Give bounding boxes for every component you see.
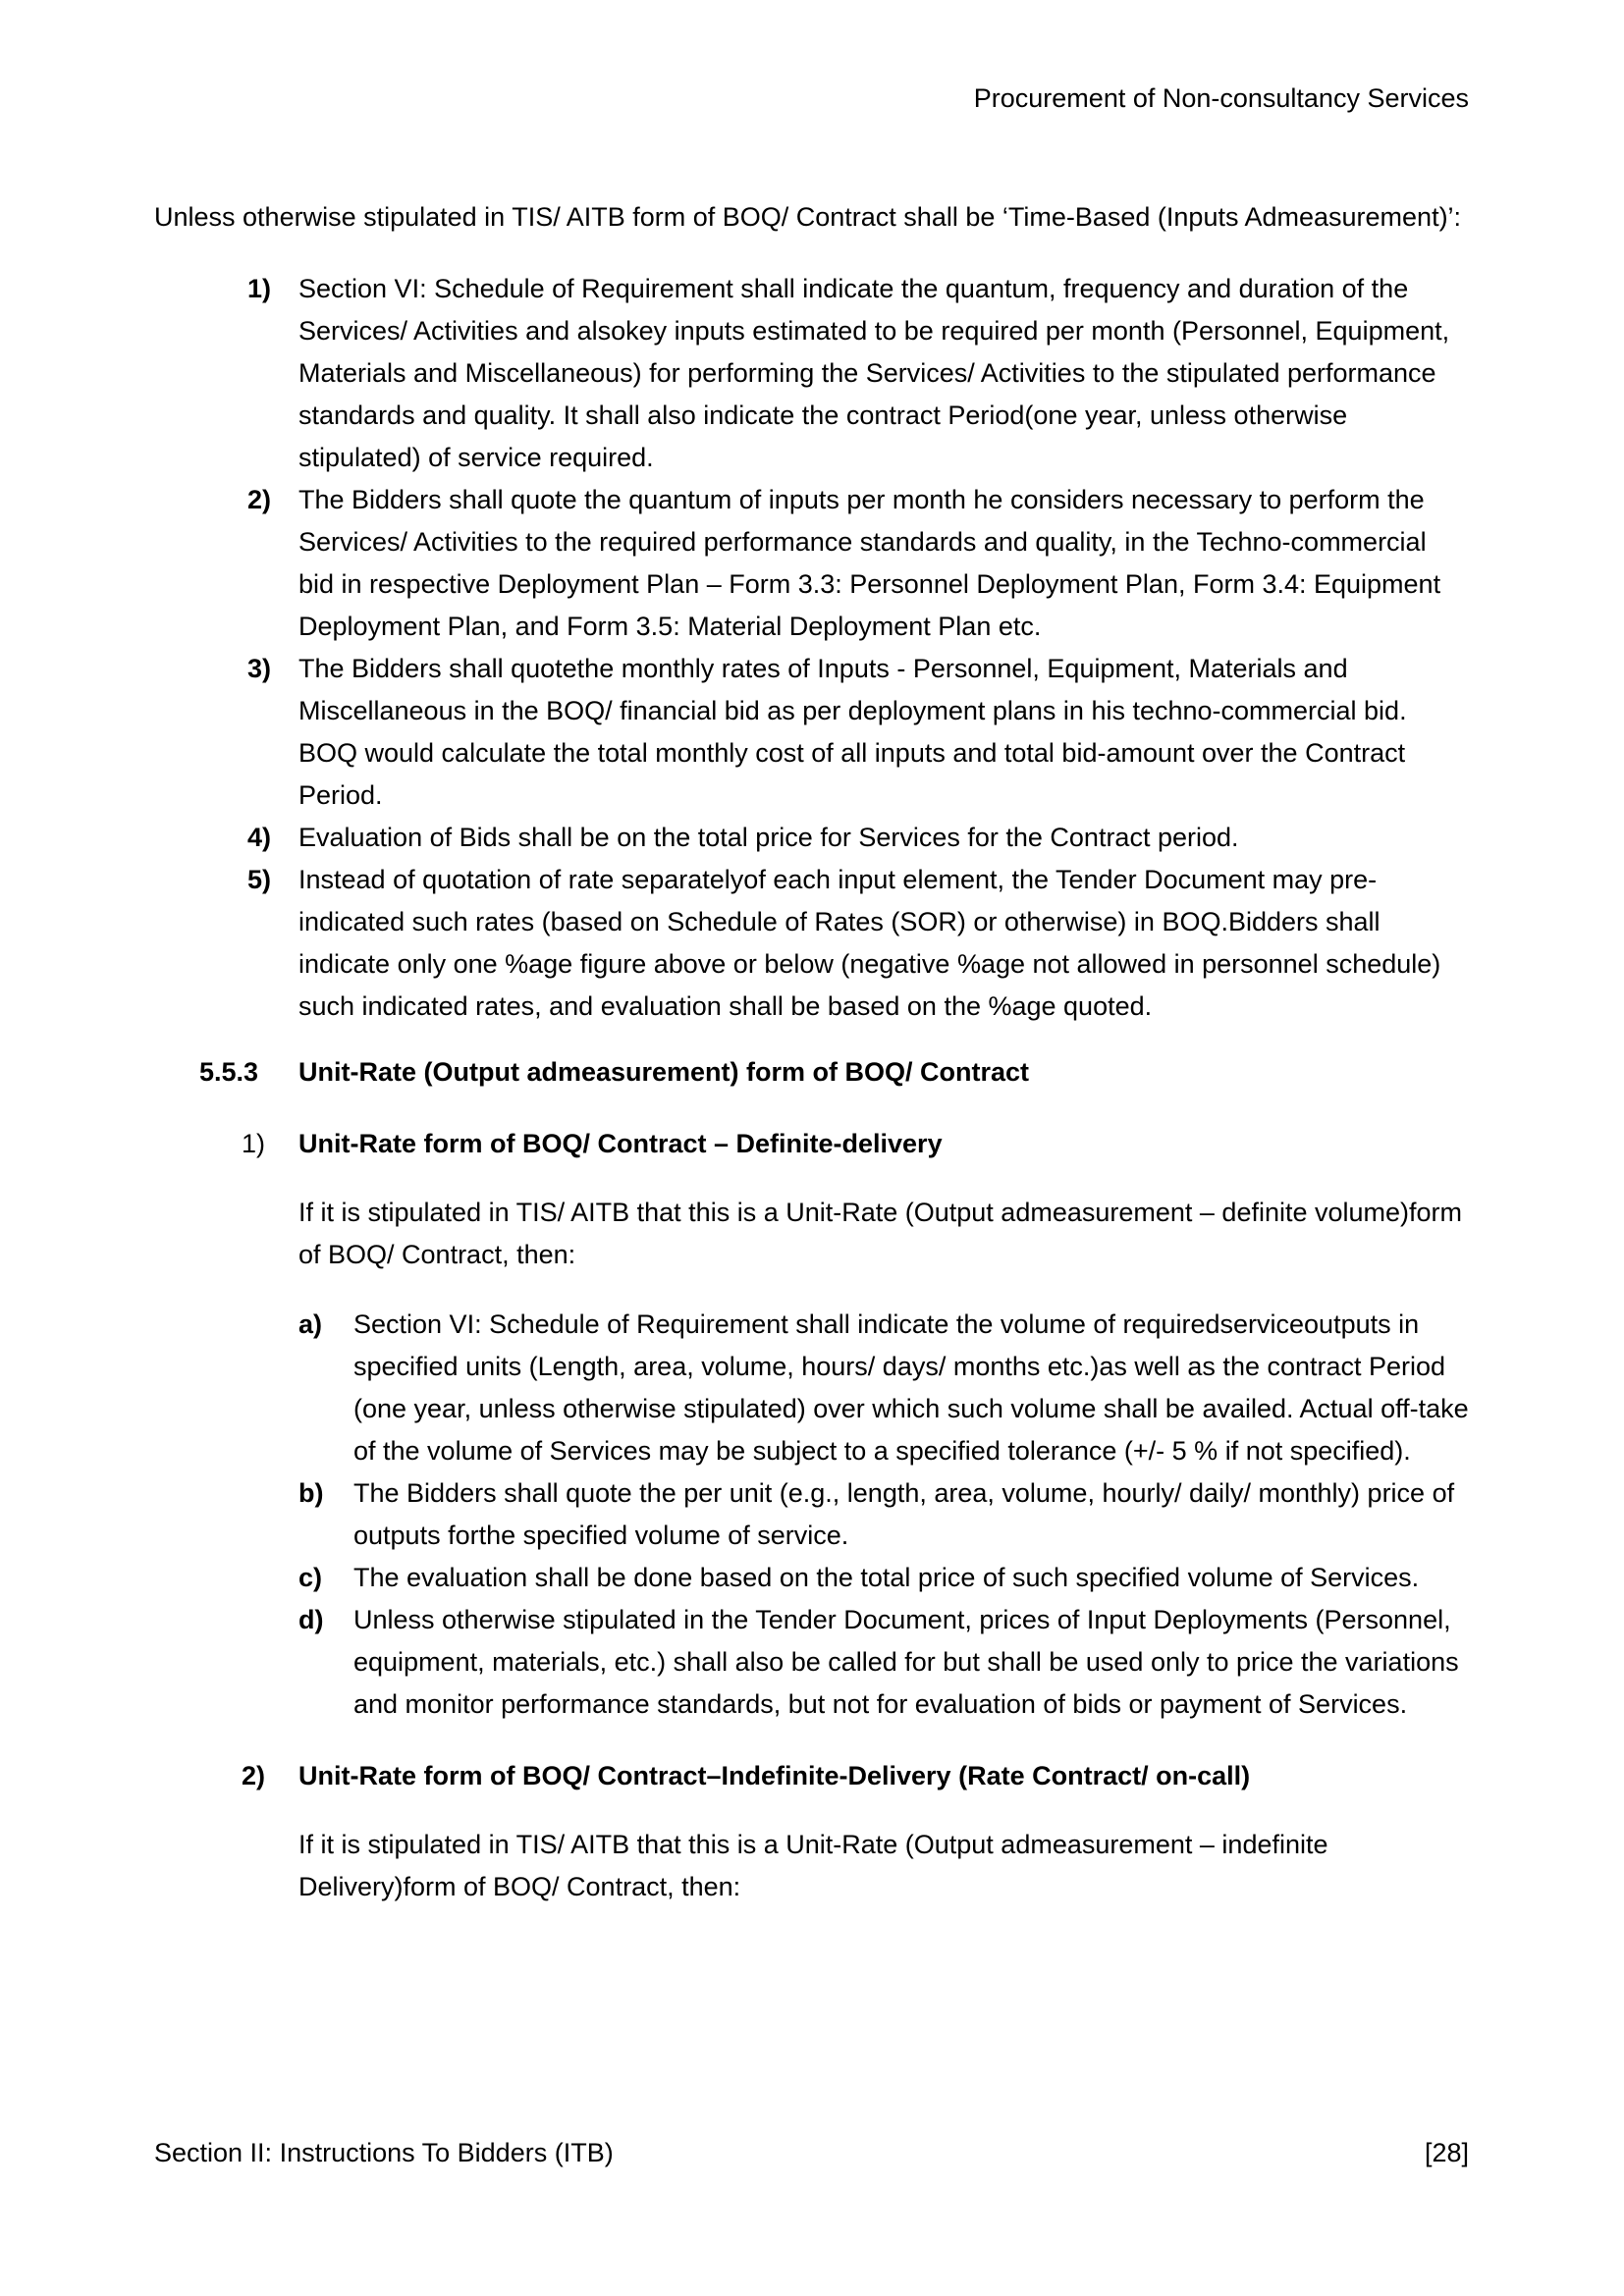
list-item-c [154, 1557, 1469, 1599]
item-marker: a) [298, 1309, 323, 1339]
lettered-list [154, 1304, 1469, 1726]
subsection-2-heading [154, 1755, 1469, 1797]
item-text: The Bidders shall quotethe monthly rates of Inputs - Personnel, Equipment, Materials and Miscellaneous in the BOQ/ financial bid as per deployment plans in his techno-commercial bid. BOQ would calculate the total monthly cost of all inputs and total bid-amount over the Contract Period. [298, 654, 1407, 810]
section-heading-5-5-3 [154, 1051, 1469, 1094]
item-text: Unless otherwise stipulated in the Tender Document, prices of Input Deployments (Personnel, equipment, materials, etc.) shall also be called for but shall be used only to price the variations and monitor performance standards, but not for evaluation of bids or payment of Services. [353, 1605, 1459, 1719]
item-text: The evaluation shall be done based on the total price of such specified volume of Services. [353, 1563, 1420, 1592]
item-marker: 3) [247, 654, 272, 683]
item-text: The Bidders shall quote the per unit (e.g., length, area, volume, hourly/ daily/ monthly) price of outputs forthe specified volume of service. [353, 1478, 1455, 1550]
subsection-marker: 1) [242, 1129, 266, 1158]
intro-paragraph: Unless otherwise stipulated in TIS/ AITB form of BOQ/ Contract shall be ‘Time-Based (Inputs Admeasurement)’: [154, 202, 1462, 232]
list-item-5 [154, 859, 1469, 1028]
page-footer [154, 2132, 1469, 2174]
subsection-1-intro: If it is stipulated in TIS/ AITB that this is a Unit-Rate (Output admeasurement – definite volume)form of BOQ/ Contract, then: [298, 1198, 1463, 1269]
footer-section-label: Section II: Instructions To Bidders (ITB) [154, 2138, 614, 2167]
item-marker: 2) [247, 485, 272, 514]
item-text: Evaluation of Bids shall be on the total price for Services for the Contract period. [298, 823, 1239, 852]
item-marker: 4) [247, 823, 272, 852]
item-text: Section VI: Schedule of Requirement shall indicate the quantum, frequency and duration of the Services/ Activities and alsokey inputs estimated to be required per month (Personnel, Equipment, Materials and Miscellaneous) for performing the Services/ Activities to the stipulated performance standards and quality. It shall also indicate the contract Period(one year, unless otherwise stipulated) of service required. [298, 274, 1450, 472]
list-item-b [154, 1472, 1469, 1557]
list-item-1 [154, 268, 1469, 479]
item-text: Section VI: Schedule of Requirement shall indicate the volume of requiredserviceoutputs in specified units (Length, area, volume, hours/ days/ months etc.)as well as the contract Period (one year, unless otherwise stipulated) over which such volume shall be availed. Actual off-take of the volume of Services may be subject to a specified tolerance (+/- 5 % if not specified). [353, 1309, 1469, 1466]
list-item-4 [154, 817, 1469, 859]
list-item-3 [154, 648, 1469, 817]
list-item-2 [154, 479, 1469, 648]
page-content [154, 196, 1469, 1908]
item-marker: c) [298, 1563, 323, 1592]
item-marker: b) [298, 1478, 324, 1508]
item-text: Instead of quotation of rate separatelyof each input element, the Tender Document may pre-indicated such rates (based on Schedule of Rates (SOR) or otherwise) in BOQ.Bidders shall indicate only one %age figure above or below (negative %age not allowed in personnel schedule) such indicated rates, and evaluation shall be based on the %age quoted. [298, 865, 1441, 1021]
subsection-title: Unit-Rate form of BOQ/ Contract–Indefinite-Delivery (Rate Contract/ on-call) [298, 1761, 1251, 1790]
footer-page-number: [28] [1424, 2138, 1469, 2167]
item-text: The Bidders shall quote the quantum of inputs per month he considers necessary to perform the Services/ Activities to the required performance standards and quality, in the Techno-commercial bid in respective Deployment Plan – Form 3.3: Personnel Deployment Plan, Form 3.4: Equipment Deployment Plan, and Form 3.5: Material Deployment Plan etc. [298, 485, 1441, 641]
section-number: 5.5.3 [199, 1057, 259, 1087]
subsection-1-heading [154, 1123, 1469, 1165]
subsection-title: Unit-Rate form of BOQ/ Contract – Definite-delivery [298, 1129, 943, 1158]
list-item-a [154, 1304, 1469, 1472]
header-title: Procurement of Non-consultancy Services [973, 83, 1469, 113]
item-marker: 1) [247, 274, 272, 303]
subsection-2-intro: If it is stipulated in TIS/ AITB that this is a Unit-Rate (Output admeasurement – indefinite Delivery)form of BOQ/ Contract, then: [298, 1830, 1328, 1901]
item-marker: d) [298, 1605, 324, 1634]
list-item-d [154, 1599, 1469, 1726]
page-header [154, 82, 1469, 114]
section-title: Unit-Rate (Output admeasurement) form of BOQ/ Contract [298, 1057, 1030, 1087]
subsection-marker: 2) [242, 1761, 266, 1790]
item-marker: 5) [247, 865, 272, 894]
numbered-list [154, 268, 1469, 1028]
